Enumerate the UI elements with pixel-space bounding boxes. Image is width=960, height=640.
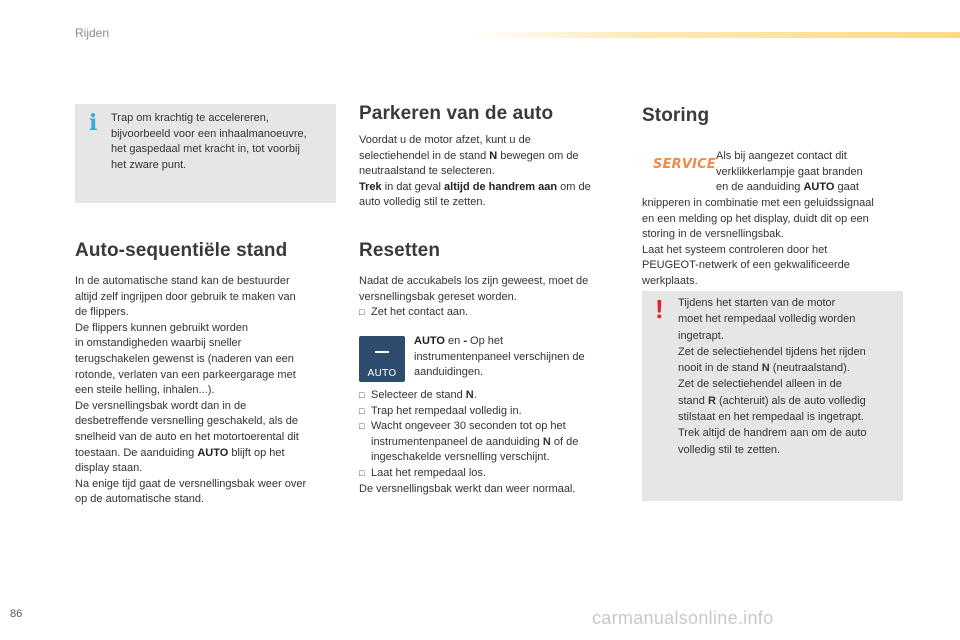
page-number: 86 (10, 608, 23, 620)
service-warning-icon: SERVICE (653, 157, 716, 172)
warning-text: Tijdens het starten van de motor moet het rempedaal volledig worden ingetrapt. Zet de selectiehendel tijdens het rijden nooit in de stand N (neutraalstand). Zet de selectiehendel alleen in de stand R (achteruit) als de auto volledig stilstaat en het rempedaal is ingetrapt. Trek altijd de handrem aan om de auto volledig stil te zetten. (678, 297, 867, 456)
reset-step-1: □ Zet het contact aan. (359, 305, 623, 321)
bullet-checkbox-icon: □ (359, 467, 365, 478)
info-box (75, 104, 336, 203)
reset-title: Resetten (359, 240, 441, 261)
parking-title: Parkeren van de auto (359, 103, 554, 124)
dash-icon (375, 351, 389, 353)
auto-display-text: AUTO en - Op het instrumentenpaneel verschijnen de aanduidingen. (414, 335, 585, 379)
header-accent-bar (470, 32, 960, 38)
fault-text-top: Als bij aangezet contact dit verklikkerlampje gaat branden en de aanduiding AUTO gaat (716, 150, 863, 194)
info-line: het gaspedaal met kracht in, tot voorbij (111, 143, 300, 155)
fault-title: Storing (642, 105, 710, 126)
reset-step-3: □ Trap het rempedaal volledig in. (359, 404, 623, 420)
bullet-checkbox-icon: □ (359, 390, 365, 400)
bullet-checkbox-icon: □ (359, 307, 365, 318)
info-line: het zware punt. (111, 158, 187, 171)
auto-sequential-title: Auto-sequentiële stand (75, 240, 288, 261)
fault-section (642, 105, 904, 127)
reset-steps (359, 388, 623, 497)
section-header-label: Rijden (75, 26, 110, 40)
reset-section (359, 240, 623, 321)
reset-step-5: □ Laat het rempedaal los. (359, 466, 623, 482)
reset-intro: Nadat de accukabels los zijn geweest, moet de versnellingsbak gereset worden. (359, 275, 589, 303)
auto-sequential-text: In de automatische stand kan de bestuurder altijd zelf ingrijpen door gebruik te maken van de flippers. De flippers kunnen gebruikt worden in omstandigheden waarbij sneller terugschakelen gewenst is (naderen van een rotonde, verlaten van een parkeergarage met een steile helling, inhalen...). De versnellingsbak wordt dan in de desbetreffende versnelling geschakeld, als de snelheid van de auto en het motortoerental dit toestaan. De aanduiding AUTO blijft op het display staan. Na enige tijd gaat de versnellingsbak weer over op de automatische stand. (75, 275, 307, 506)
info-text (111, 111, 333, 173)
bullet-checkbox-icon: □ (359, 421, 365, 432)
watermark: carmanualsonline.info (592, 608, 774, 628)
auto-icon-label: AUTO (367, 368, 397, 379)
reset-step-2: □ Selecteer de stand N. (359, 388, 623, 404)
fault-text-body: knipperen in combinatie met een geluidssignaal en een melding op het display, duidt dit op een storing in de versnellingsbak. Laat het systeem controleren door het PEUGEOT-netwerk of een gekwalificeerde werkplaats. (642, 197, 874, 287)
parking-text: Voordat u de motor afzet, kunt u de selectiehendel in de stand N bewegen om de neutraalstand te selecteren. Trek in dat geval altijd de handrem aan om de auto volledig stil te zetten. (359, 134, 591, 209)
info-line: Trap om krachtig te accelereren, (111, 112, 269, 124)
warning-icon: ! (655, 294, 664, 324)
auto-sequential-section (75, 240, 337, 508)
reset-outro: De versnellingsbak werkt dan weer normaal. (359, 482, 576, 495)
bullet-checkbox-icon: □ (359, 405, 365, 416)
parking-section (359, 103, 623, 211)
reset-step-4: □ Wacht ongeveer 30 seconden tot op het instrumentenpaneel de aanduiding N of de ingeschakelde versnelling verschijnt. (359, 419, 623, 466)
info-line: bijvoorbeeld voor een inhaalmanoeuvre, (111, 127, 307, 140)
info-icon: i (89, 110, 98, 136)
warning-box (642, 291, 903, 501)
auto-display-icon (359, 336, 405, 382)
